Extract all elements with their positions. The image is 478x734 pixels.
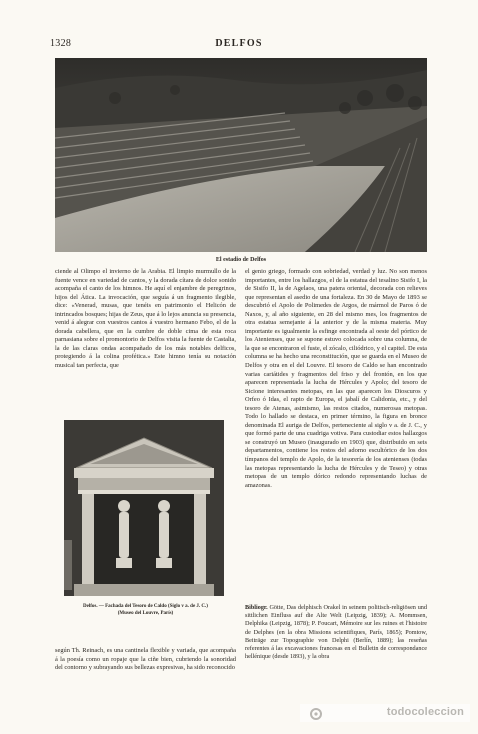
page-header [50, 38, 428, 52]
treasury-caption-line1: Delfos. — Fachada del Tesoro de Caldo (Siglo v a. de J. C.) [83, 604, 208, 609]
watermark-text: todocoleccion [386, 706, 464, 718]
right-column-text: el genio griego, formado con sobriedad, verdad y luz. No son menos importantes, entre los hallazgos, el de la estatua del tesalino Sisifo I, la de Sisifo II, la de Agelaos, una patera oriental, decorada con relieves que representan el asedio de una fortaleza. En 30 de Mayo de 1893 se descubrió el Apolo de Polimedes de Argos, de mármol de Paros ó de Naxos, y, al año siguiente, en 28 del mismo mes, los fragmentos de otra estatua semejante á la anterior y de la misma materia. Muy importante es igualmente la esfinge encontrada al oeste del pórtico de los Atenienses, que se supone estuvo colocada sobre una columna, de la que se encontraron el fuste, el zócalo, ciliódrico, y el capitel. De esta columna se ha hecho una reconstitución, que se guarda en el Museo de Delfos y otra en el del Louvre. El tesoro de Caldo se han encontrado varias cariátides y fragmentos del friso y del frontón, en los que aparecen representada la lucha de Hércules y Apolo; del tesoro de Sicione interesantes metopas, en las que aparecen los Dioscuros y Orfeo ó Idas, el rapto de Europa, el jabalí de Calidonia, etc., y del tesoro de Atenas, asimismo, las restos citados, numerosas metopas. Todo lo hallado se destaca, en primer término, la figura en bronce denominada El auriga de Delfos, perteneciente al siglo v a. de J. C., y que formó parte de una cuadriga votiva. Para custodiar estos hallazgos se construyó un Museo (inaugurado en 1903) que, distribuido en seis departamentos, contiene los restos del adorno escultórico de los dos tímpanos del templo de Apolo, de la tesorería de los atenienses (todas las metopas representando la lucha de Hércules y de Teseo) y otras metopas de un templo dórico redondo representando luchas de amazonas. [245, 268, 427, 489]
page-number: 1328 [50, 38, 72, 49]
watermark-logo-icon [310, 708, 322, 720]
running-title: DELFOS [215, 38, 263, 49]
stadium-illustration [55, 58, 427, 252]
bibliography-text: Götte, Das delphisch Orakel in seinem politisch-religiösen und sittlichen Einfluss auf die Alte Welt (Leipzig, 1839); A. Mommsen, Delphika (Leipzig, 1878); P. Foucart, Mémoire sur les ruines et l'histoire de Delphes (en la obra Missions scientifiques, París, 1865); Pomtow, Beiträge zur Topographie von Delphi (Berlín, 1889); las reseñas referentes á las excavaciones francesas en el Bulletin de correspondance hellénique (desde 1893), y la obra [245, 604, 427, 661]
treasury-facade-photo [64, 420, 224, 596]
treasury-illustration [64, 420, 224, 596]
stadium-photo [55, 58, 427, 252]
left-column-text-top: ciende al Olimpo el invierno de la Arabia. El limpio murmullo de la fuente vence en variedad de cantos, y la dorada cítara de dolce sonido acompaña el canto de los himnos. He aquí el enjambre de peregrinos, hijos del Ática. La invocación, que seguía á un fragmento ilegible, dice: «Venerad, musas, que tenéis en patrimonio el Helicón de intrincados bosques; hijas de Zeus, que á lo lejos anuncia su presencia, venid á alegrar con vuestros cantos á vuestro hermano Febo, el de la dorada cabellera, que en la cumbre de doble cima de esta roca parnasiana sobre el promontorio de Delfos visita la fuente de Castalia, la de las claras ondas acompañado de los más notables delficos, protegiendo á la colina profética.» Este himno tenía su notación musical tan perfecta, que [55, 268, 236, 370]
bibliography [245, 604, 427, 661]
left-column-text-bottom: según Th. Reinach, es una cantinela flexible y variada, que acompaña á la poesía como un ropaje que la ciñe bien, cubriendo la sonoridad del contorno y subrayando sus bellezas expresivas, ha sido reconocido [55, 647, 236, 672]
stadium-caption: El estadio de Delfos [215, 257, 267, 263]
bibliography-label: Bibliogr. [245, 604, 268, 611]
treasury-caption [55, 603, 236, 617]
treasury-caption-line2: (Museo del Louvre, París) [117, 611, 174, 616]
watermark [300, 704, 470, 722]
